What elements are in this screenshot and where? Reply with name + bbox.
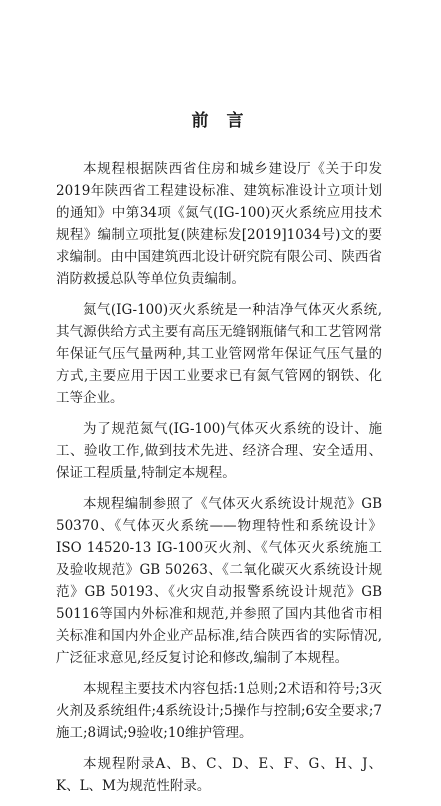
body-text bbox=[56, 158, 382, 806]
paragraph: 本规程附录A、B、C、D、E、F、G、H、J、K、L、M为规范性附录。 bbox=[56, 756, 382, 794]
paragraph: 为了规范氮气(IG-100)气体灭火系统的设计、施工、验收工作,做到技术先进、经济合理、安全适用、保证工程质量,特制定本规程。 bbox=[56, 421, 382, 481]
page-title: 前 言 bbox=[191, 111, 250, 131]
paragraph: 本规程主要技术内容包括:1总则;2术语和符号;3灭火剂及系统组件;4系统设计;5操作与控制;6安全要求;7施工;8调试;9验收;10维护管理。 bbox=[56, 681, 382, 741]
paragraph: 氮气(IG-100)灭火系统是一种洁净气体灭火系统,其气源供给方式主要有高压无缝钢瓶储气和工艺管网常年保证气压气量两种,其工业管网常年保证气压气量的方式,主要应用于因工业要求已有氮气管网的钢铁、化工等企业。 bbox=[56, 302, 382, 406]
paragraph: 本规程编制参照了《气体灭火系统设计规范》GB 50370、《气体灭火系统——物理特性和系统设计》ISO 14520-13 IG-100灭火剂、《气体灭火系统施工及验收规范》GB 50263、《二氧化碳灭火系统设计规范》GB 50193、《火灾自动报警系统设计规范》GB 50116等国内外标准和规范,并参照了国内其他省市相关标准和国内外企业产品标准,结合陕西省的实际情况,广泛征求意见,经反复讨论和修改,编制了本规程。 bbox=[56, 496, 382, 666]
paragraph: 本规程根据陕西省住房和城乡建设厅《关于印发2019年陕西省工程建设标准、建筑标准设计立项计划的通知》中第34项《氮气(IG-100)灭火系统应用技术规程》编制立项批复(陕建标发[2019]1034号)文的要求编制。由中国建筑西北设计研究院有限公司、陕西省消防救援总队等单位负责编制。 bbox=[56, 161, 382, 287]
